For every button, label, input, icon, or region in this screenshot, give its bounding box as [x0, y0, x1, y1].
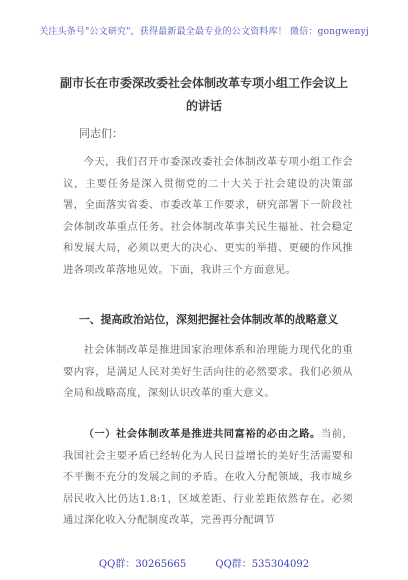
- salutation: 同志们：: [79, 127, 123, 140]
- qq-group-2: QQ群：535304092: [215, 559, 310, 570]
- point-1-body: 当前，我国社会主要矛盾已经转化为人民日益增长的美好生活需要和不平衡不充分的发展之间的矛盾。在收入分配领域，我市城乡居民收入比仍达1.8:1，区域差距、行业差距依然存在。必须通过深化收入分配制度改革，完善再分配调节: [63, 428, 353, 526]
- section-1-paragraph: 社会体制改革是推进国家治理体系和治理能力现代化的重要内容，是满足人民对美好生活向往的必然要求。我们必须从全局和战略高度，深刻认识改革的重大意义。: [63, 344, 353, 399]
- footer-qq-groups: [0, 555, 408, 570]
- section-heading-1: 一、提高政治站位，深刻把握社会体制改革的战略意义: [79, 313, 339, 326]
- document-title: 副市长在市委深改委社会体制改革专项小组工作会议上的讲话: [59, 76, 348, 113]
- point-1-paragraph: [63, 424, 353, 532]
- header-promo-note: 关注头条号"公文研究"，获得最新最全最专业的公文资料库！ 微信：gongwenyj: [39, 27, 369, 37]
- qq-group-1: QQ群：30265665: [98, 559, 187, 570]
- intro-paragraph: 今天，我们召开市委深改委社会体制改革专项小组工作会议，主要任务是深入贯彻党的二十大关于社会建设的决策部署，全面落实省委、市委改革工作要求，研究部署下一阶段社会体制改革重点任务。社会体制改革事关民生福祉、社会稳定和发展大局，必须以更大的决心、更实的举措、更硬的作风推进各项改革落地见效。下面，我讲三个方面意见。: [63, 156, 353, 276]
- point-1-lead: （一）社会体制改革是推进共同富裕的必由之路。: [83, 428, 321, 440]
